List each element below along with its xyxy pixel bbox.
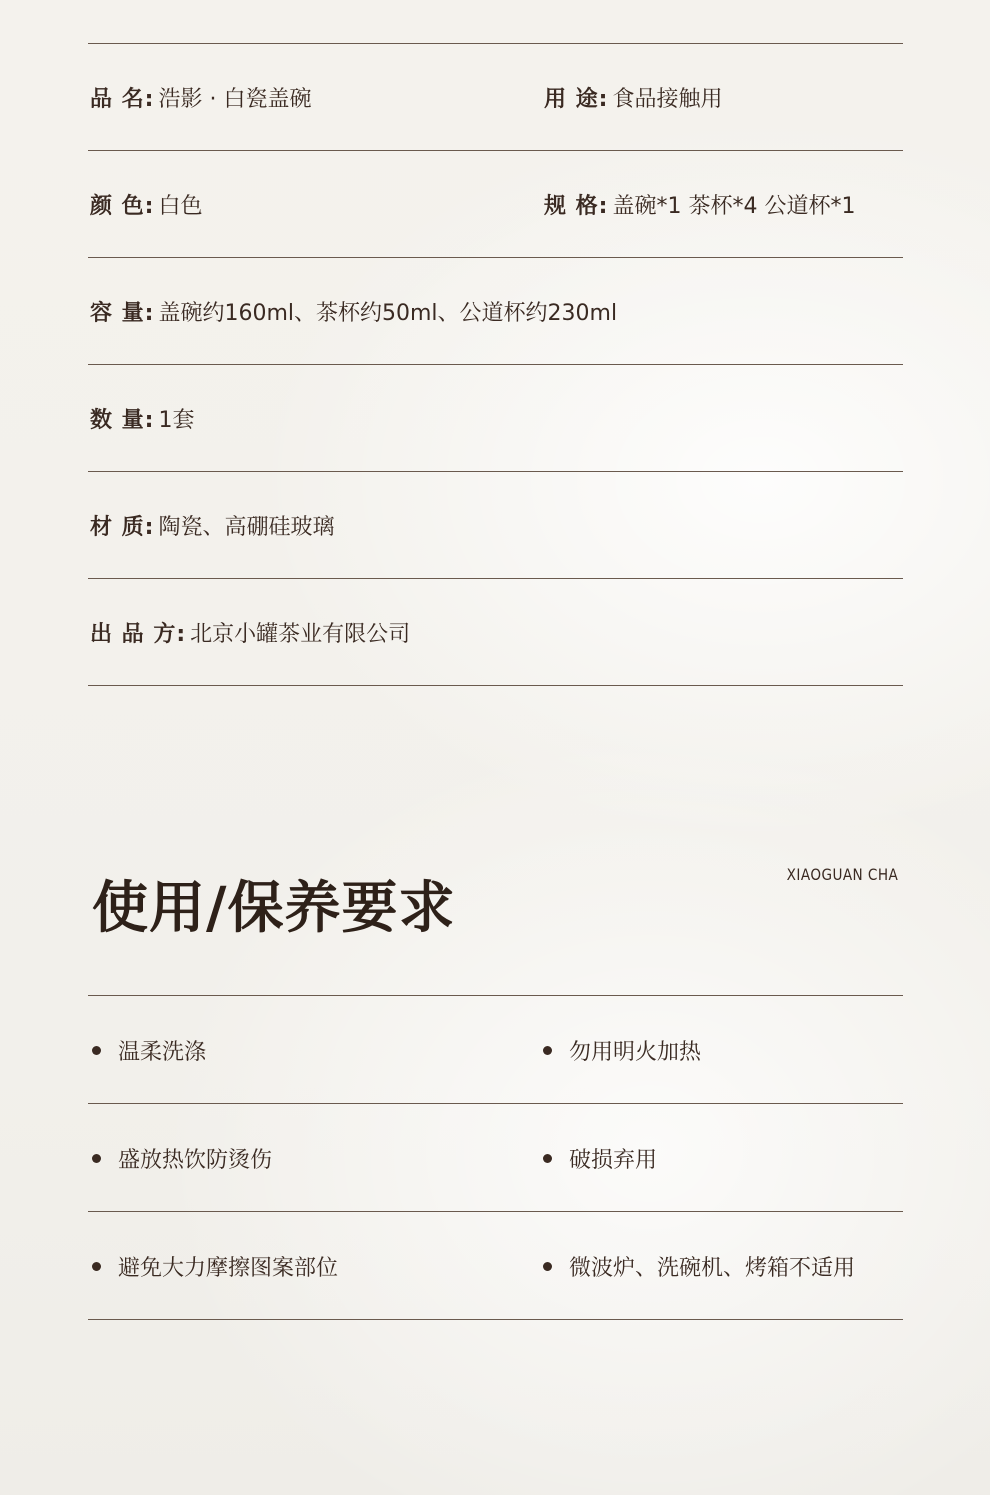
care-item-text: 避免大力摩擦图案部位 xyxy=(118,1255,339,1281)
care-item xyxy=(543,1104,657,1212)
bullet-icon xyxy=(543,1262,552,1271)
spec-row-color-size xyxy=(88,150,903,257)
care-item-text: 微波炉、洗碗机、烤箱不适用 xyxy=(569,1255,856,1281)
care-item xyxy=(92,1104,272,1212)
spec-value: 白色 xyxy=(158,194,203,219)
spec-label: 品 名: xyxy=(90,87,155,112)
bullet-icon xyxy=(92,1046,101,1055)
care-row xyxy=(88,995,903,1103)
care-row xyxy=(88,1211,903,1320)
care-item-text: 温柔洗涤 xyxy=(118,1039,207,1065)
spec-value: 陶瓷、高硼硅玻璃 xyxy=(158,515,335,540)
spec-label: 用 途: xyxy=(544,87,609,112)
spec-value: 盖碗*1 茶杯*4 公道杯*1 xyxy=(612,194,856,219)
bullet-icon xyxy=(543,1154,552,1163)
spec-material xyxy=(90,472,334,579)
care-item-text: 勿用明火加热 xyxy=(569,1039,702,1065)
care-item xyxy=(543,1212,855,1320)
care-row xyxy=(88,1103,903,1211)
spec-label: 数 量: xyxy=(90,408,155,433)
spec-label: 颜 色: xyxy=(90,194,155,219)
spec-size xyxy=(544,151,855,258)
spec-row-quantity xyxy=(88,364,903,471)
spec-label: 材 质: xyxy=(90,515,155,540)
spec-row-name-usage xyxy=(88,43,903,150)
spec-value: 浩影 · 白瓷盖碗 xyxy=(158,87,312,112)
spec-name xyxy=(90,44,311,151)
spec-label: 容 量: xyxy=(90,301,155,326)
spec-value: 食品接触用 xyxy=(612,87,723,112)
care-item xyxy=(92,1212,338,1320)
product-spec-table xyxy=(88,43,903,686)
care-item-text: 破损弃用 xyxy=(569,1147,658,1173)
bullet-icon xyxy=(92,1262,101,1271)
bullet-icon xyxy=(543,1046,552,1055)
spec-row-material xyxy=(88,471,903,578)
spec-value: 1套 xyxy=(158,408,195,433)
spec-row-capacity xyxy=(88,257,903,364)
spec-value: 北京小罐茶业有限公司 xyxy=(190,622,411,647)
spec-color xyxy=(90,151,202,258)
spec-usage xyxy=(544,44,722,151)
care-instructions-table xyxy=(88,995,903,1320)
care-item xyxy=(543,996,701,1104)
care-item xyxy=(92,996,206,1104)
spec-producer xyxy=(90,579,410,686)
spec-value: 盖碗约160ml、茶杯约50ml、公道杯约230ml xyxy=(158,301,618,326)
spec-quantity xyxy=(90,365,194,472)
brand-tag: XIAOGUAN CHA xyxy=(786,865,898,884)
spec-label: 规 格: xyxy=(544,194,609,219)
spec-row-producer xyxy=(88,578,903,686)
care-item-text: 盛放热饮防烫伤 xyxy=(118,1147,273,1173)
care-section-title: 使用/保养要求 xyxy=(92,876,456,941)
spec-label: 出 品 方: xyxy=(90,622,187,647)
spec-capacity xyxy=(90,258,617,365)
bullet-icon xyxy=(92,1154,101,1163)
